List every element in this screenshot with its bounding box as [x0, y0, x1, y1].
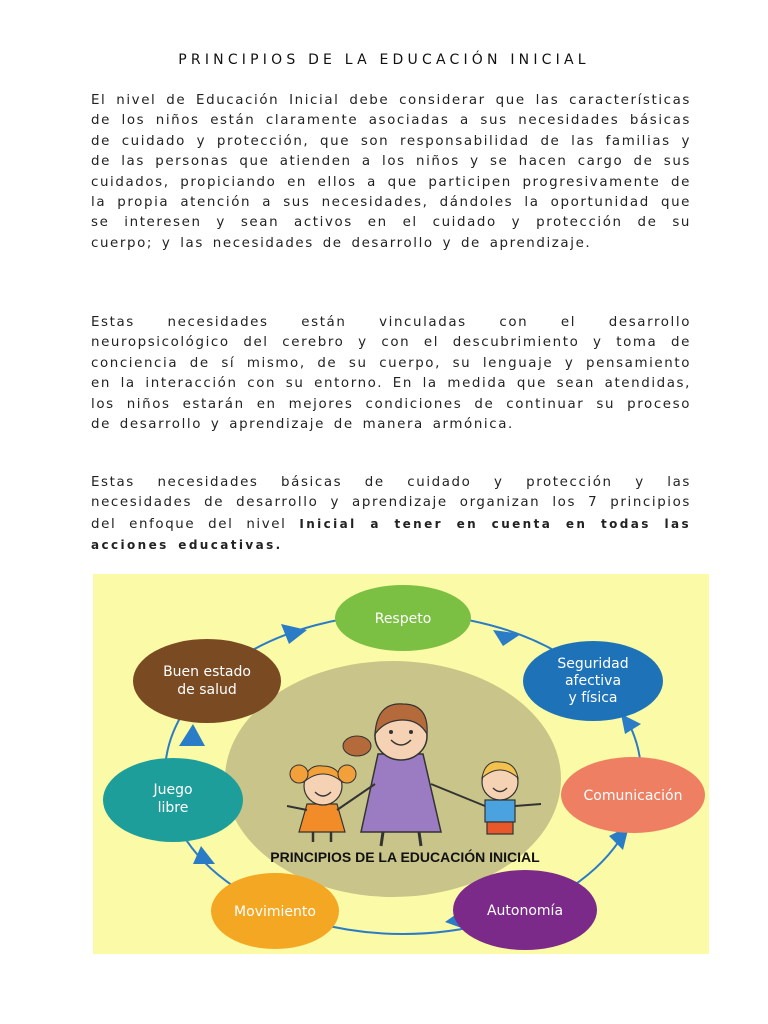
node-salud-label-1: Buen estado: [163, 664, 251, 680]
paragraph-intro: El nivel de Educación Inicial debe considerar que las características de los niños están claramente asociadas a sus necesidades básicas de cuidado y protección, que son responsabilidad de las familias y de las personas que atienden a los niños y se hacen cargo de sus cuidados, propiciando en ellos a que participen progresivamente de la propia atención a sus necesidades, dándoles la oportunidad que se interesen y sean activos en el cuidado y protección de su cuerpo; y las necesidades de desarrollo y de aprendizaje.: [91, 93, 691, 251]
node-seguridad: [523, 641, 663, 721]
node-autonomia-label: Autonomía: [486, 903, 564, 919]
node-movimiento-label: Movimiento: [234, 904, 316, 920]
paragraph-needs: Estas necesidades están vinculadas con el desarrollo neuropsicológico del cerebro y con el descubrimiento y toma de conciencia de sí mismo, de su cuerpo, su lenguaje y pensamiento en la interacción con su entorno. En la medida que sean atendidas, los niños estarán en mejores condiciones de continuar su proceso de desarrollo y aprendizaje de manera armónica.: [91, 315, 691, 433]
node-comunicacion: [561, 757, 705, 833]
node-juego-label-1: Juego: [153, 782, 193, 798]
diagram-center-title: PRINCIPIOS DE LA EDUCACIÓN INICIAL: [270, 849, 540, 865]
node-juego-label-2: libre: [157, 800, 189, 816]
paragraph-principles: [91, 473, 691, 557]
node-seguridad-label-2: afectiva: [564, 673, 622, 689]
node-seguridad-label-3: y física: [568, 690, 618, 706]
node-salud: [133, 639, 281, 723]
arrow-icon: [193, 846, 215, 864]
principles-diagram: [93, 574, 709, 954]
paragraph-principles-bold: Inicial a tener en cuenta en todas las acciones educativas.: [91, 516, 691, 553]
node-salud-label-2: de salud: [177, 682, 237, 698]
node-respeto: [335, 585, 471, 651]
node-respeto-label: Respeto: [374, 611, 432, 627]
node-comunicacion-label: Comunicación: [583, 788, 683, 804]
node-salud-shape: [133, 639, 281, 723]
diagram-canvas: [93, 574, 709, 954]
paragraph-principles-text: Estas necesidades básicas de cuidado y protección y las necesidades de desarrollo y aprendizaje organizan los 7 principios del enfoque del nivel: [91, 475, 691, 532]
document-title: PRINCIPIOS DE LA EDUCACIÓN INICIAL: [178, 52, 590, 68]
node-autonomia: [453, 870, 597, 950]
arrow-icon: [179, 724, 205, 746]
arrow-icon: [621, 714, 641, 734]
node-seguridad-label-1: Seguridad: [557, 656, 629, 672]
node-juego: [103, 758, 243, 842]
node-movimiento: [211, 873, 339, 949]
